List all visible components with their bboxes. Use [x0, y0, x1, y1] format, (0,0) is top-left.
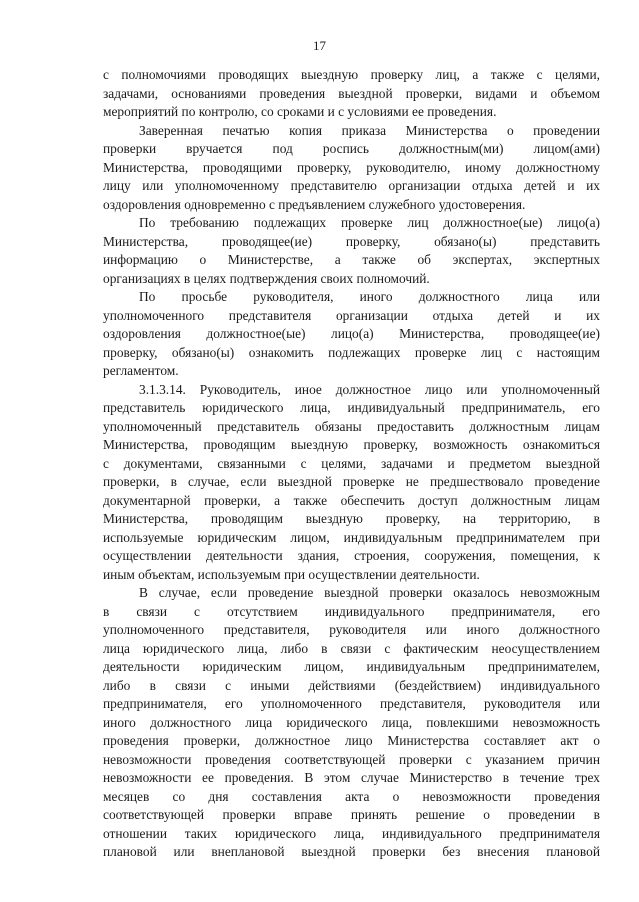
text-line: организациях в целях подтверждения своих полномочий.	[103, 270, 430, 286]
text-line: Министерства, проводящим выездную проверку, на территорию, в	[103, 511, 600, 526]
text-line: в связи с отсутствием индивидуального предпринимателя, его	[103, 603, 600, 619]
text-line: деятельности юридическим лицом, индивидуальным предпринимателем,	[103, 659, 600, 674]
text-line: Министерства, проводящее(ие) проверку, обязано(ы) представить	[103, 233, 600, 249]
text-line: документарной проверки, а также обеспечить доступ должностным лицам	[103, 492, 600, 508]
text-line: задачами, основаниями проведения выездной проверки, видами и объемом	[103, 85, 600, 101]
text-line: с документами, связанными с целями, задачами и предметом выездной	[103, 455, 600, 471]
text-line: лицу или уполномоченному представителю организации отдыха детей и их	[103, 178, 600, 193]
text-line: проверку, обязано(ы) ознакомить подлежащих проверке лиц с настоящим	[103, 344, 600, 360]
text-line: либо в связи с иными действиями (бездействием) индивидуального	[103, 677, 600, 693]
text-line: проверки вручается под роспись должностным(ми) лицом(ами)	[103, 141, 600, 156]
text-line: соответствующей проверки вправе принять решение о проведении в	[103, 807, 600, 822]
text-line: уполномоченного представителя, руководителя или иного должностного	[103, 622, 600, 637]
paragraph	[103, 214, 600, 288]
text-line: Министерства, проводящим выездную проверку, возможность ознакомиться	[103, 437, 600, 452]
text-line: представитель юридического лица, индивидуальный предприниматель, его	[103, 400, 600, 415]
paragraph	[103, 584, 600, 862]
page-number: 17	[313, 38, 326, 53]
text-line: лица юридического лица, либо в связи с фактическим неосуществлением	[103, 640, 600, 656]
text-line: с полномочиями проводящих выездную проверку лиц, а также с целями,	[103, 67, 600, 82]
text-line: информацию о Министерстве, а также об экспертах, экспертных	[103, 252, 600, 267]
text-line: уполномоченного представителя организации отдыха детей и их	[103, 307, 600, 323]
text-line: плановой или внеплановой выездной проверки без внесения плановой	[103, 844, 600, 859]
text-line: осуществлении деятельности здания, строения, сооружения, помещения, к	[103, 548, 600, 563]
text-line: месяцев со дня составления акта о невозможности проведения	[103, 788, 600, 804]
text-line: иного должностного лица юридического лица, повлекшими невозможность	[103, 714, 600, 730]
paragraph	[103, 122, 600, 215]
document-body	[103, 66, 600, 862]
text-line: иным объектам, используемым при осуществлении деятельности.	[103, 566, 480, 582]
text-line: проведения проверки, должностное лицо Министерства составляет акт о	[103, 733, 600, 748]
paragraph	[103, 381, 600, 585]
paragraph	[103, 288, 600, 381]
text-line: По требованию подлежащих проверке лиц должностное(ые) лицо(а)	[139, 215, 600, 230]
text-line: регламентом.	[103, 363, 179, 378]
text-line: оздоровления должностное(ые) лицо(а) Министерства, проводящее(ие)	[103, 326, 600, 341]
text-line: проверки, в случае, если выездной проверке не предшествовало проведение	[103, 474, 600, 489]
text-line: отношении таких юридического лица, индивидуального предпринимателя	[103, 825, 600, 841]
text-line: предпринимателя, его уполномоченного представителя, руководителя или	[103, 696, 600, 711]
text-line: невозможности ее проведения. В этом случае Министерство в течение трех	[103, 770, 600, 785]
text-line: используемые юридическим лицом, индивидуальным предпринимателем при	[103, 529, 600, 545]
text-line: В случае, если проведение выездной проверки оказалось невозможным	[139, 585, 600, 600]
paragraph	[103, 66, 600, 122]
text-line: По просьбе руководителя, иного должностного лица или	[139, 289, 600, 304]
text-line: невозможности проведения соответствующей проверки с указанием причин	[103, 751, 600, 767]
text-line: оздоровления одновременно с предъявлением служебного удостоверения.	[103, 196, 526, 212]
text-line: 3.1.3.14. Руководитель, иное должностное лицо или уполномоченный	[139, 381, 600, 397]
text-line: уполномоченный представитель обязаны предоставить должностным лицам	[103, 418, 600, 434]
text-line: мероприятий по контролю, со сроками и с условиями ее проведения.	[103, 104, 497, 119]
text-line: Заверенная печатью копия приказа Министерства о проведении	[139, 122, 600, 138]
text-line: Министерства, проводящими проверку, руководителю, иному должностному	[103, 159, 600, 175]
